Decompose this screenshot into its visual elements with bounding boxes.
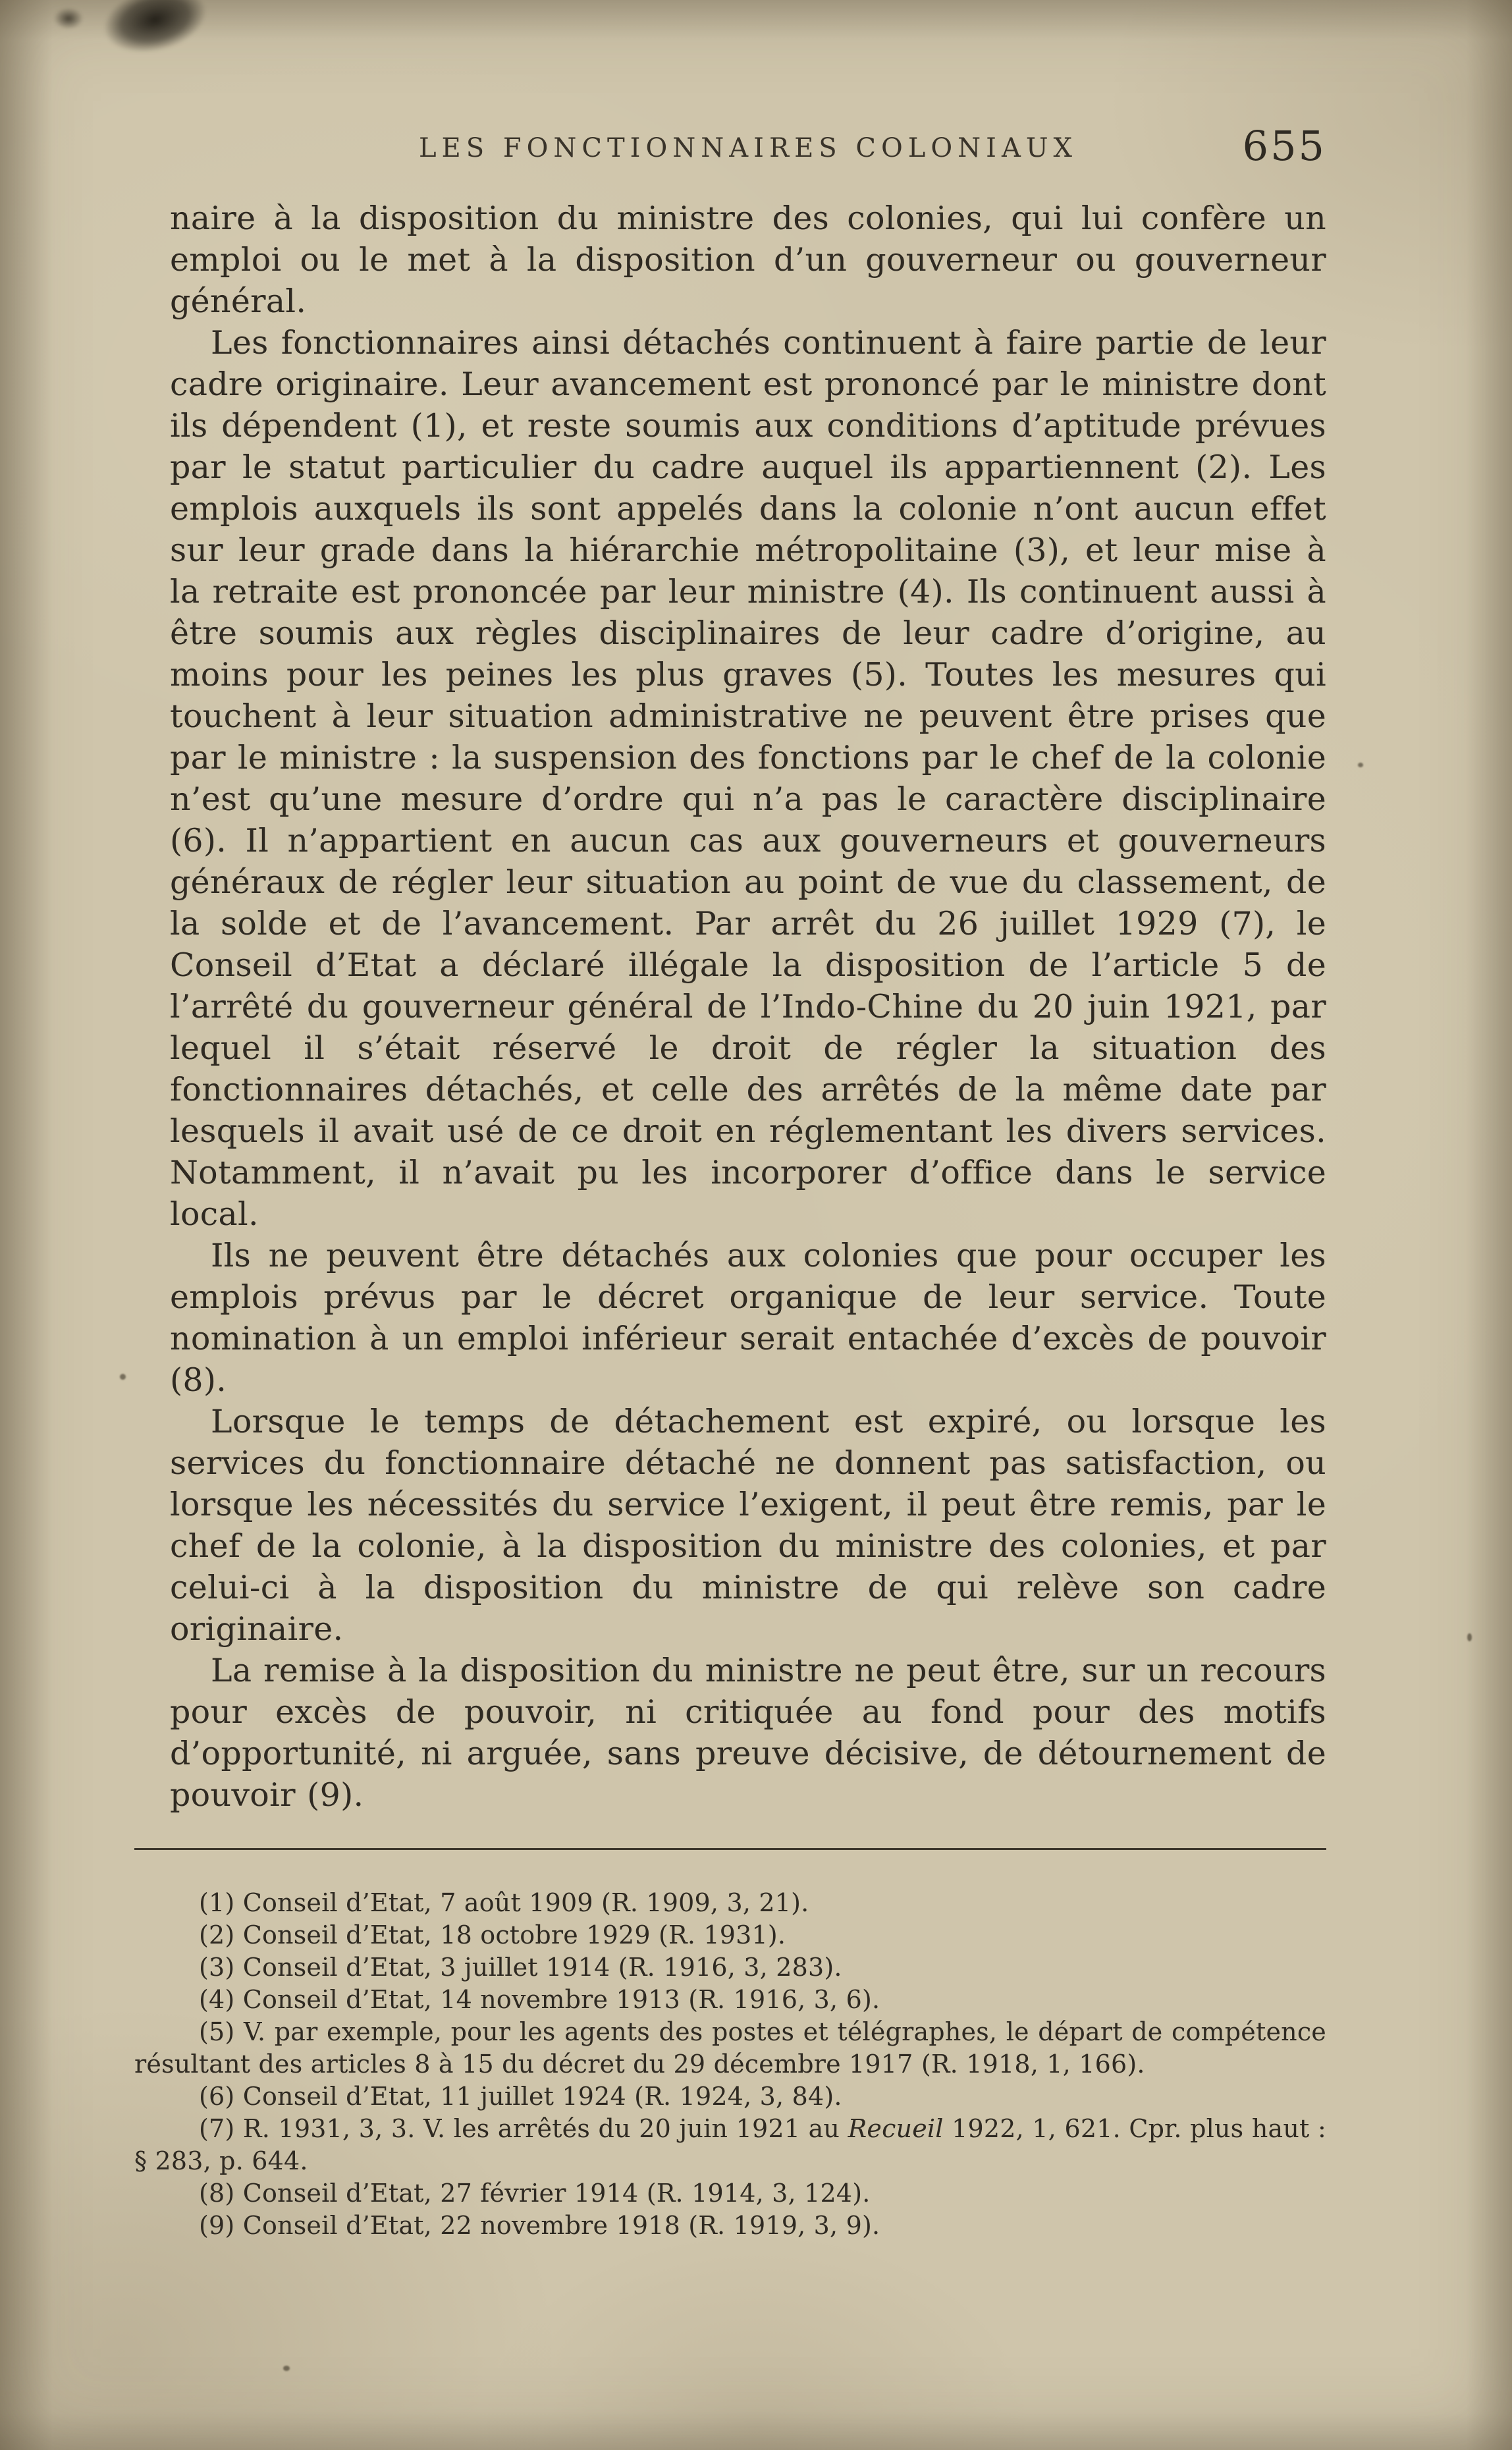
ink-blot-small-stain (49, 4, 88, 33)
footnote-1: (1) Conseil d’Etat, 7 août 1909 (R. 1909, 3, 21). (199, 1888, 809, 1917)
footnotes-section (134, 1848, 1326, 2242)
page-number: 655 (1242, 122, 1326, 170)
paragraph-1: naire à la disposition du ministre des colonies, qui lui confère un emploi ou le met à la disposition d’un gouverneur ou gouverneur général. (170, 200, 1326, 320)
footnote-7-text-start: (7) R. 1931, 3, 3. V. les arrêtés du 20 juin 1921 au (199, 2114, 848, 2143)
paper-speck (283, 2366, 290, 2371)
paragraph-5: La remise à la disposition du ministre ne peut être, sur un recours pour excès de pouvoir, ni critiquée au fond pour des motifs d’opportunité, ni arguée, sans preuve décisive, de détournement de pouvoir (9). (170, 1652, 1326, 1814)
footnote-7-text-end: 1922, 1, 621. Cpr. plus haut : § 283, p. 644. (134, 2114, 1326, 2175)
running-title: LES FONCTIONNAIRES COLONIAUX (418, 133, 1078, 163)
paper-speck (1467, 1633, 1472, 1641)
footnote-7-recueil-italic: Recueil (848, 2114, 944, 2143)
footnote-4: (4) Conseil d’Etat, 14 novembre 1913 (R. 1916, 3, 6). (199, 1985, 880, 2014)
footnote-3: (3) Conseil d’Etat, 3 juillet 1914 (R. 1916, 3, 283). (199, 1953, 842, 1982)
footnote-8: (8) Conseil d’Etat, 27 février 1914 (R. 1914, 3, 124). (199, 2179, 871, 2208)
main-text-block (170, 198, 1326, 1816)
paper-speck (120, 1374, 126, 1380)
paragraph-3: Ils ne peuvent être détachés aux colonies que pour occuper les emplois prévus par le décret organique de leur service. Toute nomination à un emploi inférieur serait entachée d’excès de pouvoir (8). (170, 1237, 1326, 1399)
footnote-2: (2) Conseil d’Etat, 18 octobre 1929 (R. 1931). (199, 1920, 786, 1949)
ink-blot-stain (76, 0, 234, 78)
footnote-6: (6) Conseil d’Etat, 11 juillet 1924 (R. 1924, 3, 84). (199, 2082, 842, 2111)
paper-speck (1358, 763, 1363, 767)
footnote-5: (5) V. par exemple, pour les agents des postes et télégraphes, le départ de compétence résultant des articles 8 à 15 du décret du 29 décembre 1917 (R. 1918, 1, 166). (134, 2017, 1326, 2079)
footnote-7 (134, 2113, 1326, 2177)
paragraph-4: Lorsque le temps de détachement est expiré, ou lorsque les services du fonctionnaire détaché ne donnent pas satisfaction, ou lorsque les nécessités du service l’exigent, il peut être remis, par le chef de la colonie, à la disposition du ministre des colonies, et par celui-ci à la disposition du ministre de qui relève son cadre originaire. (170, 1403, 1326, 1648)
running-head (170, 116, 1326, 170)
footnote-9: (9) Conseil d’Etat, 22 novembre 1918 (R. 1919, 3, 9). (199, 2211, 880, 2240)
footnote-separator-rule (134, 1848, 1326, 1850)
paragraph-2: Les fonctionnaires ainsi détachés continuent à faire partie de leur cadre originaire. Leur avancement est prononcé par le ministre dont ils dépendent (1), et reste soumis aux conditions d’aptitude prévues par le statut particulier du cadre auquel ils appartiennent (2). Les emplois auxquels ils sont appelés dans la colonie n’ont aucun effet sur leur grade dans la hiérarchie métropolitaine (3), et leur mise à la retraite est prononcée par leur ministre (4). Ils continuent aussi à être soumis aux règles disciplinaires de leur cadre d’origine, au moins pour les peines les plus graves (5). Toutes les mesures qui touchent à leur situation administrative ne peuvent être prises que par le ministre : la suspension des fonctions par le chef de la colonie n’est qu’une mesure d’ordre qui n’a pas le caractère disciplinaire (6). Il n’appartient en aucun cas aux gouverneurs et gouverneurs généraux de régler leur situation au point de vue du classement, de la solde et de l’avancement. Par arrêt du 26 juillet 1929 (7), le Conseil d’Etat a déclaré illégale la disposition de l’article 5 de l’arrêté du gouverneur général de l’Indo-Chine du 20 juin 1921, par lequel il s’était réservé le droit de régler la situation des fonctionnaires détachés, et celle des arrêtés de la même date par lesquels il avait usé de ce droit en réglementant les divers services. Notamment, il n’avait pu les incorporer d’office dans le service local. (170, 324, 1326, 1233)
